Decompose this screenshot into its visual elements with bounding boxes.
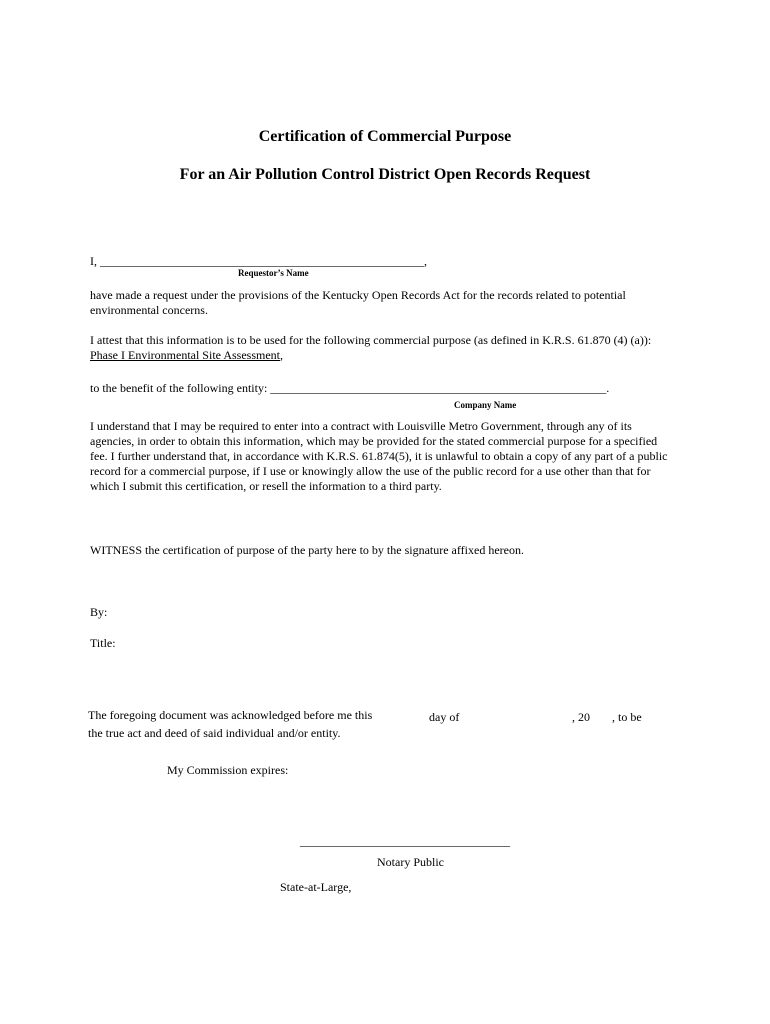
entity-line [90,381,609,396]
witness-statement: WITNESS the certification of purpose of the party here to by the signature affixed hereon. [90,543,524,557]
requestor-prefix: I, [90,254,100,268]
requestor-line [90,254,427,269]
entity-prefix: to the benefit of the following entity: [90,381,271,395]
requestor-caption: Requestor’s Name [238,268,309,278]
attest-purpose: Phase I Environmental Site Assessment [90,348,280,362]
request-paragraph: have made a request under the provisions of the Kentucky Open Records Act for the records related to potential environmental concerns. [90,288,626,317]
document-subtitle: For an Air Pollution Control District Open Records Request [179,166,591,183]
notary-public-label: Notary Public [377,855,444,869]
entity-suffix: . [606,381,610,395]
requestor-suffix: , [424,254,427,268]
notary-signature-line: ___________________________________ [300,834,510,848]
requestor-name-blank: ______________________________________________________ [100,254,424,268]
attest-paragraph [90,333,680,363]
acknowledgment-tobe: , to be [612,710,642,724]
acknowledgment-day: day of [429,710,460,724]
entity-name-blank: ________________________________________________________ [270,381,607,395]
acknowledgment-year: , 20 [572,710,590,724]
attest-suffix: , [279,348,283,362]
commission-expires-label: My Commission expires: [167,763,289,777]
title-label: Title: [90,636,116,650]
by-label: By: [90,605,108,619]
acknowledgment-line-2: the true act and deed of said individual and/or entity. [88,726,341,740]
understand-paragraph: I understand that I may be required to enter into a contract with Louisville Metro Government, through any of its agencies, in order to obtain this information, which may be provided for the stated commercial purpose for a specified fee. I further understand that, in accordance with K.R.S. 61.874(5), it is unlawful to obtain a copy of any part of a public record for a commercial purpose, if I use or knowingly allow the use of the public record for a use other than that for which I submit this certification, or resell the information to a third party. [90,419,668,493]
acknowledgment-line-1: The foregoing document was acknowledged before me this [88,708,373,722]
document-title: Certification of Commercial Purpose [258,128,512,145]
entity-caption: Company Name [454,400,517,410]
state-at-large-label: State-at-Large, [280,880,352,894]
attest-text: I attest that this information is to be used for the following commercial purpose (as defined in K.R.S. 61.870 (4) (a)): [90,333,652,347]
